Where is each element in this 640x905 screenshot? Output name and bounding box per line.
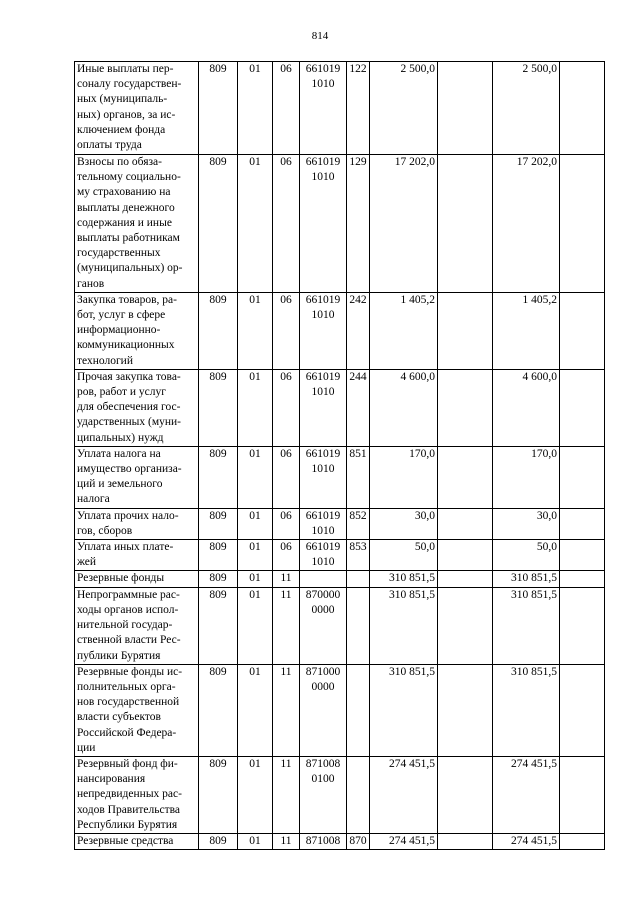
target-article-cell [300, 292, 347, 369]
cell-line: 1010 [311, 171, 335, 184]
row-name-cell [75, 833, 199, 849]
amount-cell-3: 310 851,5 [493, 664, 560, 756]
amount-cell-4 [560, 446, 605, 508]
amount-cell-2 [438, 756, 493, 833]
amount-cell-4 [560, 756, 605, 833]
cell-line: нительной государ- [77, 619, 173, 632]
amount-cell-1: 274 451,5 [370, 756, 438, 833]
cell-line: ции [77, 741, 96, 754]
amount-cell-1: 2 500,0 [370, 62, 438, 155]
cell-line: 871000 [305, 665, 341, 678]
cell-line: нов государственной [77, 696, 180, 709]
amount-cell-4 [560, 292, 605, 369]
budget-table [74, 61, 605, 850]
amount-cell-3: 1 405,2 [493, 292, 560, 369]
ministry-code-cell: 809 [199, 62, 238, 155]
target-article-cell [300, 446, 347, 508]
cell-line: Российской Федера- [77, 726, 177, 739]
amount-cell-2 [438, 369, 493, 446]
section-code-cell: 01 [238, 155, 273, 293]
cell-line: полнительных орга- [77, 680, 176, 693]
cell-line: 1010 [311, 463, 335, 476]
amount-cell-3: 274 451,5 [493, 756, 560, 833]
expense-type-cell: 244 [347, 369, 370, 446]
table-row [75, 587, 605, 664]
amount-cell-1: 170,0 [370, 446, 438, 508]
amount-cell-4 [560, 540, 605, 571]
cell-line: информационно- [77, 324, 161, 337]
cell-line: 661019 [305, 370, 341, 383]
subsection-code-cell: 06 [273, 508, 300, 539]
target-article-cell [300, 508, 347, 539]
cell-line: непредвиденных рас- [77, 788, 182, 801]
cell-line: 0100 [311, 773, 335, 786]
row-name-cell [75, 571, 199, 587]
amount-cell-1: 50,0 [370, 540, 438, 571]
amount-cell-1: 30,0 [370, 508, 438, 539]
table-row [75, 540, 605, 571]
table-row [75, 62, 605, 155]
cell-line: ций и земельного [77, 478, 163, 491]
cell-line: ципальных) нужд [77, 431, 164, 444]
cell-line: Резервные фонды [77, 572, 165, 585]
cell-line: Уплата прочих нало- [77, 509, 179, 522]
section-code-cell: 01 [238, 664, 273, 756]
ministry-code-cell: 809 [199, 664, 238, 756]
expense-type-cell [347, 571, 370, 587]
section-code-cell: 01 [238, 833, 273, 849]
subsection-code-cell: 06 [273, 369, 300, 446]
amount-cell-2 [438, 62, 493, 155]
cell-line: ных (муниципаль- [77, 93, 168, 106]
expense-type-cell [347, 756, 370, 833]
ministry-code-cell: 809 [199, 369, 238, 446]
cell-line: бот, услуг в сфере [77, 309, 166, 322]
cell-line: Непрограммные рас- [77, 588, 180, 601]
target-article-cell [300, 62, 347, 155]
cell-line: 1010 [311, 78, 335, 91]
cell-line: власти субъектов [77, 711, 161, 724]
target-article-cell [300, 587, 347, 664]
amount-cell-4 [560, 62, 605, 155]
amount-cell-3: 17 202,0 [493, 155, 560, 293]
cell-line: имущество организа- [77, 463, 182, 476]
cell-line: Иные выплаты пер- [77, 63, 174, 75]
subsection-code-cell: 11 [273, 664, 300, 756]
amount-cell-2 [438, 508, 493, 539]
cell-line: технологий [77, 354, 133, 367]
target-article-cell [300, 664, 347, 756]
cell-line: тельному социально- [77, 171, 181, 184]
cell-line: Республики Бурятия [77, 818, 178, 831]
ministry-code-cell: 809 [199, 292, 238, 369]
ministry-code-cell: 809 [199, 155, 238, 293]
cell-line: 661019 [305, 293, 341, 306]
target-article-cell [300, 756, 347, 833]
section-code-cell: 01 [238, 571, 273, 587]
target-article-cell [300, 571, 347, 587]
amount-cell-4 [560, 833, 605, 849]
cell-line: (муниципальных) ор- [77, 262, 183, 275]
subsection-code-cell: 06 [273, 62, 300, 155]
cell-line: му страхованию на [77, 186, 171, 199]
row-name-cell [75, 62, 199, 155]
amount-cell-1: 17 202,0 [370, 155, 438, 293]
cell-line: 661019 [305, 447, 341, 460]
amount-cell-1: 310 851,5 [370, 571, 438, 587]
cell-line: 661019 [305, 156, 341, 168]
section-code-cell: 01 [238, 756, 273, 833]
amount-cell-4 [560, 571, 605, 587]
amount-cell-4 [560, 369, 605, 446]
cell-line: нансирования [77, 773, 146, 786]
cell-line: 1010 [311, 309, 335, 322]
section-code-cell: 01 [238, 292, 273, 369]
section-code-cell: 01 [238, 446, 273, 508]
row-name-cell [75, 508, 199, 539]
amount-cell-1: 1 405,2 [370, 292, 438, 369]
amount-cell-3: 50,0 [493, 540, 560, 571]
amount-cell-3: 274 451,5 [493, 833, 560, 849]
cell-line: 1010 [311, 524, 335, 537]
cell-line: Резервные фонды ис- [77, 665, 183, 678]
row-name-cell [75, 155, 199, 293]
amount-cell-2 [438, 292, 493, 369]
cell-line: 1010 [311, 556, 335, 569]
amount-cell-2 [438, 587, 493, 664]
page-number: 814 [311, 30, 329, 42]
amount-cell-3: 30,0 [493, 508, 560, 539]
subsection-code-cell: 11 [273, 833, 300, 849]
section-code-cell: 01 [238, 62, 273, 155]
table-row [75, 369, 605, 446]
expense-type-cell: 870 [347, 833, 370, 849]
section-code-cell: 01 [238, 508, 273, 539]
section-code-cell: 01 [238, 540, 273, 571]
section-code-cell: 01 [238, 587, 273, 664]
cell-line: коммуникационных [77, 339, 175, 352]
amount-cell-3: 310 851,5 [493, 587, 560, 664]
cell-line: содержания и иные [77, 216, 172, 229]
ministry-code-cell: 809 [199, 508, 238, 539]
table-row [75, 508, 605, 539]
cell-line: Уплата иных плате- [77, 541, 174, 554]
cell-line: ходы органов испол- [77, 603, 179, 616]
amount-cell-1: 274 451,5 [370, 833, 438, 849]
ministry-code-cell: 809 [199, 587, 238, 664]
subsection-code-cell: 11 [273, 756, 300, 833]
cell-line: Прочая закупка това- [77, 370, 181, 383]
cell-line: гов, сборов [77, 524, 133, 537]
cell-line: выплаты денежного [77, 201, 175, 214]
cell-line: для обеспечения гос- [77, 401, 181, 414]
subsection-code-cell: 06 [273, 540, 300, 571]
cell-line: публики Бурятия [77, 649, 161, 662]
cell-line: ров, работ и услуг [77, 386, 166, 399]
table-row [75, 292, 605, 369]
cell-line: налога [77, 493, 110, 506]
ministry-code-cell: 809 [199, 833, 238, 849]
amount-cell-2 [438, 540, 493, 571]
cell-line: 1010 [311, 386, 335, 399]
cell-line: 661019 [305, 541, 341, 554]
cell-line: Резервные средства [77, 834, 174, 847]
table-row [75, 756, 605, 833]
amount-cell-4 [560, 664, 605, 756]
row-name-cell [75, 540, 199, 571]
cell-line: Закупка товаров, ра- [77, 293, 177, 306]
cell-line: выплаты работникам [77, 232, 180, 245]
cell-line: ганов [77, 277, 105, 290]
amount-cell-1: 4 600,0 [370, 369, 438, 446]
amount-cell-1: 310 851,5 [370, 664, 438, 756]
amount-cell-3: 4 600,0 [493, 369, 560, 446]
cell-line: ключением фонда [77, 123, 166, 136]
subsection-code-cell: 06 [273, 292, 300, 369]
amount-cell-4 [560, 155, 605, 293]
expense-type-cell: 851 [347, 446, 370, 508]
cell-line: 661019 [305, 63, 341, 75]
target-article-cell [300, 540, 347, 571]
cell-line: Уплата налога на [77, 447, 161, 460]
expense-type-cell [347, 664, 370, 756]
amount-cell-2 [438, 571, 493, 587]
cell-line: жей [77, 556, 97, 569]
row-name-cell [75, 756, 199, 833]
table-row [75, 833, 605, 849]
cell-line: оплаты труда [77, 139, 142, 152]
row-name-cell [75, 446, 199, 508]
cell-line: 870000 [305, 588, 341, 601]
cell-line: ственной власти Рес- [77, 634, 181, 647]
expense-type-cell: 129 [347, 155, 370, 293]
ministry-code-cell: 809 [199, 571, 238, 587]
cell-line: 871008 [305, 757, 341, 770]
row-name-cell [75, 587, 199, 664]
cell-line: 0000 [311, 680, 335, 693]
amount-cell-2 [438, 446, 493, 508]
subsection-code-cell: 06 [273, 155, 300, 293]
row-name-cell [75, 664, 199, 756]
subsection-code-cell: 11 [273, 571, 300, 587]
amount-cell-3: 170,0 [493, 446, 560, 508]
row-name-cell [75, 292, 199, 369]
cell-line: 661019 [305, 509, 341, 522]
table-row [75, 664, 605, 756]
target-article-cell [300, 369, 347, 446]
amount-cell-2 [438, 833, 493, 849]
cell-line: ходов Правительства [77, 803, 181, 816]
cell-line: 871008 [305, 834, 341, 847]
amount-cell-2 [438, 155, 493, 293]
cell-line: Взносы по обяза- [77, 156, 162, 168]
subsection-code-cell: 11 [273, 587, 300, 664]
amount-cell-4 [560, 587, 605, 664]
amount-cell-2 [438, 664, 493, 756]
target-article-cell [300, 155, 347, 293]
amount-cell-3: 2 500,0 [493, 62, 560, 155]
ministry-code-cell: 809 [199, 756, 238, 833]
expense-type-cell: 852 [347, 508, 370, 539]
cell-line: Резервный фонд фи- [77, 757, 178, 770]
amount-cell-4 [560, 508, 605, 539]
cell-line: государственных [77, 247, 161, 260]
table-row [75, 446, 605, 508]
expense-type-cell [347, 587, 370, 664]
table-row [75, 155, 605, 293]
table-row [75, 571, 605, 587]
amount-cell-1: 310 851,5 [370, 587, 438, 664]
cell-line: 0000 [311, 603, 335, 616]
amount-cell-3: 310 851,5 [493, 571, 560, 587]
cell-line: соналу государствен- [77, 78, 182, 91]
subsection-code-cell: 06 [273, 446, 300, 508]
expense-type-cell: 242 [347, 292, 370, 369]
expense-type-cell: 853 [347, 540, 370, 571]
expense-type-cell: 122 [347, 62, 370, 155]
section-code-cell: 01 [238, 369, 273, 446]
row-name-cell [75, 369, 199, 446]
ministry-code-cell: 809 [199, 446, 238, 508]
cell-line: ударственных (муни- [77, 416, 181, 429]
target-article-cell [300, 833, 347, 849]
cell-line: ных) органов, за ис- [77, 108, 176, 121]
ministry-code-cell: 809 [199, 540, 238, 571]
